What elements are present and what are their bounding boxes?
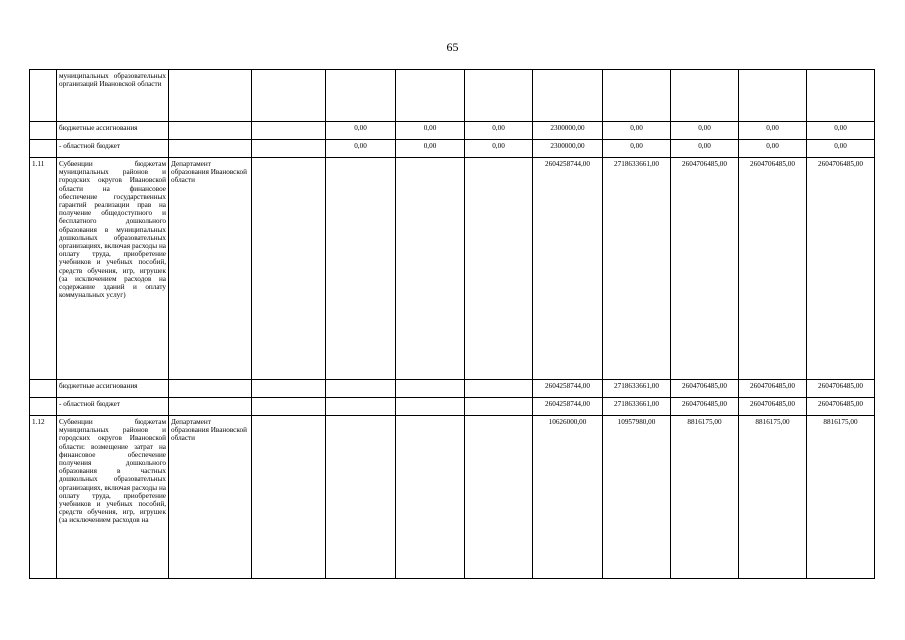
value-cell: 0,00 [603,122,671,140]
value-cell: 2604258744,00 [533,158,603,380]
executor-cell: Департамент образования Ивановской области [169,158,252,380]
row-number-cell [30,122,57,140]
executor-cell [169,380,252,398]
value-cell [396,380,465,398]
executor-cell [169,398,252,416]
value-cell [465,70,533,122]
value-cell: 2604706485,00 [739,398,807,416]
value-cell [533,70,603,122]
value-cell: 2604706485,00 [807,398,875,416]
row-label-cell: бюджетные ассигнования [57,380,169,398]
value-cell: 2604258744,00 [533,380,603,398]
row-name-cell: Субвенции бюджетам муниципальных районов и городских округов Ивановской области на финансовое обеспечение государственных гарантий реализации прав на получение общедоступного и бесплатного дошкольного образования в муниципальных дошкольных образовательных организациях, включая расходы на оплату труда, приобретение учебников и учебных пособий, средств обучения, игр, игрушек (за исключением расходов на содержание зданий и оплату коммунальных услуг) [57,158,169,380]
table-row [30,380,875,398]
table-row [30,140,875,158]
value-cell: 2718633661,00 [603,380,671,398]
value-cell: 0,00 [671,140,739,158]
value-cell: 2718633661,00 [603,158,671,380]
value-cell: 0,00 [326,122,396,140]
value-cell: 0,00 [807,122,875,140]
row-label-cell: - областной бюджет [57,398,169,416]
value-cell: 2604706485,00 [807,380,875,398]
value-cell: 2604706485,00 [739,380,807,398]
value-cell [326,398,396,416]
value-cell [326,380,396,398]
value-cell: 0,00 [465,140,533,158]
value-cell: 0,00 [671,122,739,140]
value-cell: 0,00 [739,122,807,140]
table-row [30,70,875,122]
row-number-cell: 1.12 [30,416,57,579]
value-cell [739,70,807,122]
value-cell [603,70,671,122]
value-cell [326,158,396,380]
value-cell: 0,00 [326,140,396,158]
value-cell: 2604706485,00 [671,158,739,380]
value-cell: 0,00 [396,122,465,140]
table-row [30,398,875,416]
value-cell [671,70,739,122]
value-cell [326,416,396,579]
row-label-cell: бюджетные ассигнования [57,122,169,140]
row-name-cell: муниципальных образовательных организаций Ивановской области [57,70,169,122]
value-cell [465,380,533,398]
row-number-cell [30,70,57,122]
executor-cell [169,70,252,122]
value-cell: 2604706485,00 [671,380,739,398]
value-cell [252,416,326,579]
value-cell: 2300000,00 [533,140,603,158]
row-label-cell: - областной бюджет [57,140,169,158]
executor-cell: Департамент образования Ивановской области [169,416,252,579]
row-name-cell: Субвенции бюджетам муниципальных районов и городских округов Ивановской области: возмещение затрат на финансовое обеспечение получения дошкольного образования в частных дошкольных образовательных организациях, включая расходы на оплату труда, приобретение учебников и учебных пособий, средств обучения, игр, игрушек (за исключением расходов на [57,416,169,579]
value-cell: 2718633661,00 [603,398,671,416]
value-cell: 8816175,00 [739,416,807,579]
value-cell [252,398,326,416]
page-number: 65 [446,40,459,54]
row-number-cell [30,140,57,158]
value-cell: 0,00 [739,140,807,158]
value-cell [252,70,326,122]
value-cell: 2604706485,00 [671,398,739,416]
value-cell: 0,00 [465,122,533,140]
value-cell: 10626000,00 [533,416,603,579]
table-row [30,158,875,380]
value-cell: 8816175,00 [807,416,875,579]
value-cell [396,70,465,122]
value-cell [465,398,533,416]
budget-table [29,69,875,579]
table-row [30,416,875,579]
value-cell [465,416,533,579]
value-cell: 2604706485,00 [807,158,875,380]
value-cell [252,380,326,398]
value-cell: 8816175,00 [671,416,739,579]
value-cell: 0,00 [396,140,465,158]
value-cell: 2300000,00 [533,122,603,140]
row-number-cell [30,398,57,416]
value-cell [252,140,326,158]
value-cell [326,70,396,122]
value-cell [396,416,465,579]
value-cell: 0,00 [807,140,875,158]
value-cell [807,70,875,122]
value-cell [396,158,465,380]
value-cell: 2604258744,00 [533,398,603,416]
table-body [30,70,875,579]
value-cell: 2604706485,00 [739,158,807,380]
value-cell: 0,00 [603,140,671,158]
value-cell [252,122,326,140]
table-row [30,122,875,140]
value-cell [396,398,465,416]
executor-cell [169,122,252,140]
executor-cell [169,140,252,158]
row-number-cell [30,380,57,398]
row-number-cell: 1.11 [30,158,57,380]
value-cell [252,158,326,380]
value-cell: 10957980,00 [603,416,671,579]
value-cell [465,158,533,380]
